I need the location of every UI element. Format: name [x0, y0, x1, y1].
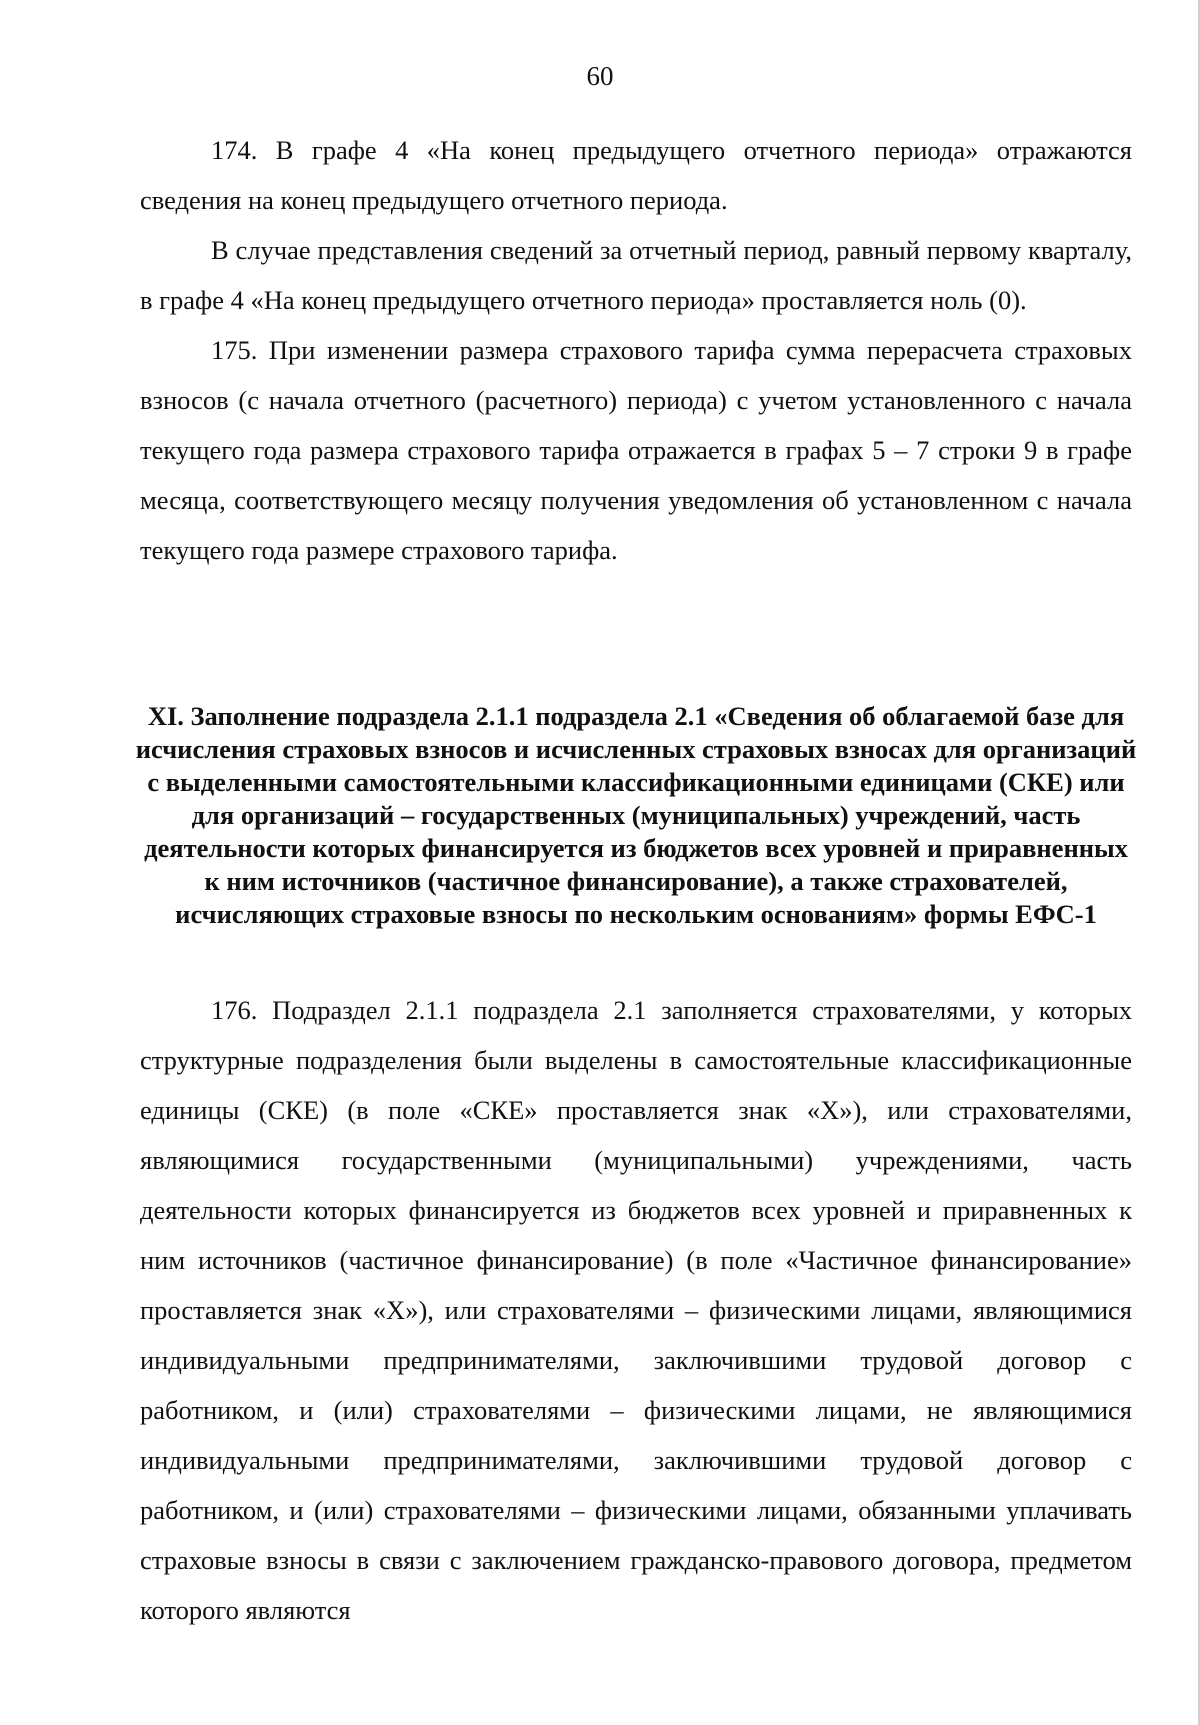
- paragraph-176: 176. Подраздел 2.1.1 подраздела 2.1 заполняется страхователями, у которых структурные подразделения были выделены в самостоятельные классификационные единицы (СКЕ) (в поле «СКЕ» проставляется знак «Х»), или страхователями, являющимися государственными (муниципальными) учреждениями, часть деятельности которых финансируется из бюджетов всех уровней и приравненных к ним источников (частичное финансирование) (в поле «Частичное финансирование» проставляется знак «Х»), или страхователями – физическими лицами, являющимися индивидуальными предпринимателями, заключившими трудовой договор с работником, и (или) страхователями – физическими лицами, не являющимися индивидуальными предпринимателями, заключившими трудовой договор с работником, и (или) страхователями – физическими лицами, обязанными уплачивать страховые взносы в связи с заключением гражданско-правового договора, предметом которого являются: [140, 995, 1132, 1625]
- page-number: 60: [586, 61, 614, 91]
- paragraph-174-continuation: В случае представления сведений за отчетный период, равный первому кварталу, в графе 4 «На конец предыдущего отчетного периода» проставляется ноль (0).: [140, 235, 1132, 315]
- section-heading: XI. Заполнение подраздела 2.1.1 подраздела 2.1 «Сведения об облагаемой базе для исчисления страховых взносов и исчисленных страховых взносах для организаций с выделенными самостоятельными классификационными единицами (СКЕ) или для организаций – государственных (муниципальных) учреждений, часть деятельности которых финансируется из бюджетов всех уровней и приравненных к ним источников (частичное финансирование), а также страхователей, исчисляющих страховые взносы по нескольким основаниям» формы ЕФС-1: [135, 701, 1137, 929]
- bottom-text-block: [140, 985, 1132, 1635]
- top-text-block: [140, 125, 1132, 575]
- paragraph-175: 175. При изменении размера страхового тарифа сумма перерасчета страховых взносов (с начала отчетного (расчетного) периода) с учетом установленного с начала текущего года размера страхового тарифа отражается в графах 5 – 7 строки 9 в графе месяца, соответствующего месяцу получения уведомления об установленном с начала текущего года размере страхового тарифа.: [140, 335, 1132, 565]
- paragraph-174: 174. В графе 4 «На конец предыдущего отчетного периода» отражаются сведения на конец предыдущего отчетного периода.: [140, 135, 1132, 215]
